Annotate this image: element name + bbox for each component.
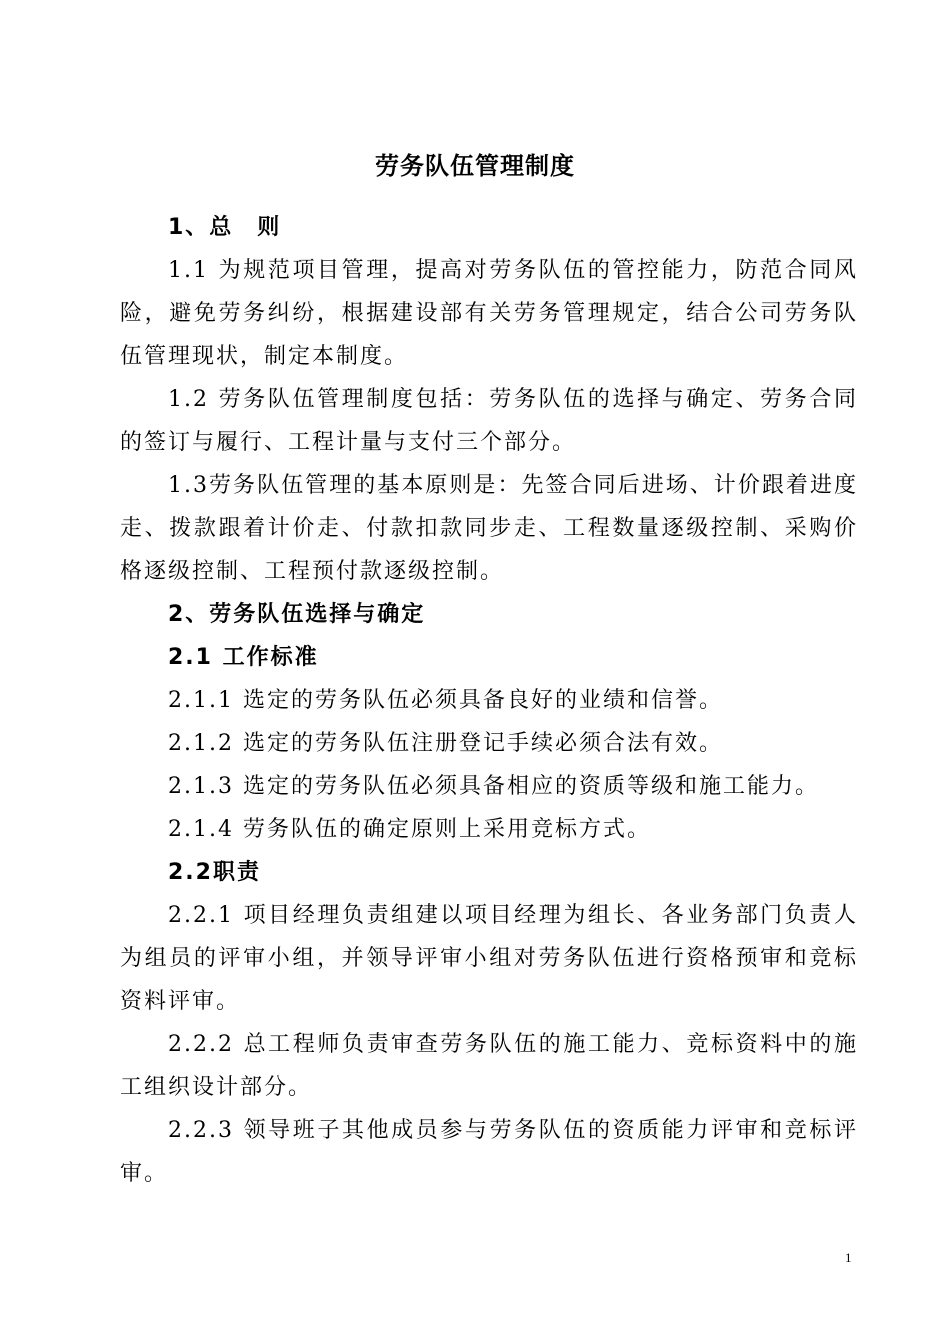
document-body xyxy=(120,206,858,1195)
section-heading-2: 2、劳务队伍选择与确定 xyxy=(168,602,426,627)
paragraph-2-2-3: 2.2.3 领导班子其他成员参与劳务队伍的资质能力评审和竞标评审。 xyxy=(120,1118,858,1186)
subsection-heading-2-2: 2.2职责 xyxy=(168,860,261,885)
paragraph-1-3: 1.3劳务队伍管理的基本原则是：先签合同后进场、计价跟着进度走、拨款跟着计价走、付款扣款同步走、工程数量逐级控制、采购价格逐级控制、工程预付款逐级控制。 xyxy=(120,473,858,584)
document-title: 劳务队伍管理制度 xyxy=(375,152,575,180)
paragraph-2-2-1: 2.2.1 项目经理负责组建以项目经理为组长、各业务部门负责人为组员的评审小组，并领导评审小组对劳务队伍进行资格预审和竞标资料评审。 xyxy=(120,903,858,1014)
paragraph-1-1: 1.1 为规范项目管理，提高对劳务队伍的管控能力，防范合同风险，避免劳务纠纷，根据建设部有关劳务管理规定，结合公司劳务队伍管理现状，制定本制度。 xyxy=(120,258,858,369)
page-number: 1 xyxy=(845,1250,852,1265)
paragraph-2-1-2: 2.1.2 选定的劳务队伍注册登记手续必须合法有效。 xyxy=(168,731,723,756)
paragraph-1-2: 1.2 劳务队伍管理制度包括：劳务队伍的选择与确定、劳务合同的签订与履行、工程计量与支付三个部分。 xyxy=(120,387,858,455)
paragraph-2-1-1: 2.1.1 选定的劳务队伍必须具备良好的业绩和信誉。 xyxy=(168,688,723,713)
paragraph-2-1-3: 2.1.3 选定的劳务队伍必须具备相应的资质等级和施工能力。 xyxy=(168,774,819,799)
subsection-heading-2-1: 2.1 工作标准 xyxy=(168,645,319,670)
paragraph-2-2-2: 2.2.2 总工程师负责审查劳务队伍的施工能力、竞标资料中的施工组织设计部分。 xyxy=(120,1032,858,1100)
section-heading-1: 1、总 则 xyxy=(168,215,282,240)
paragraph-2-1-4: 2.1.4 劳务队伍的确定原则上采用竞标方式。 xyxy=(168,817,651,842)
